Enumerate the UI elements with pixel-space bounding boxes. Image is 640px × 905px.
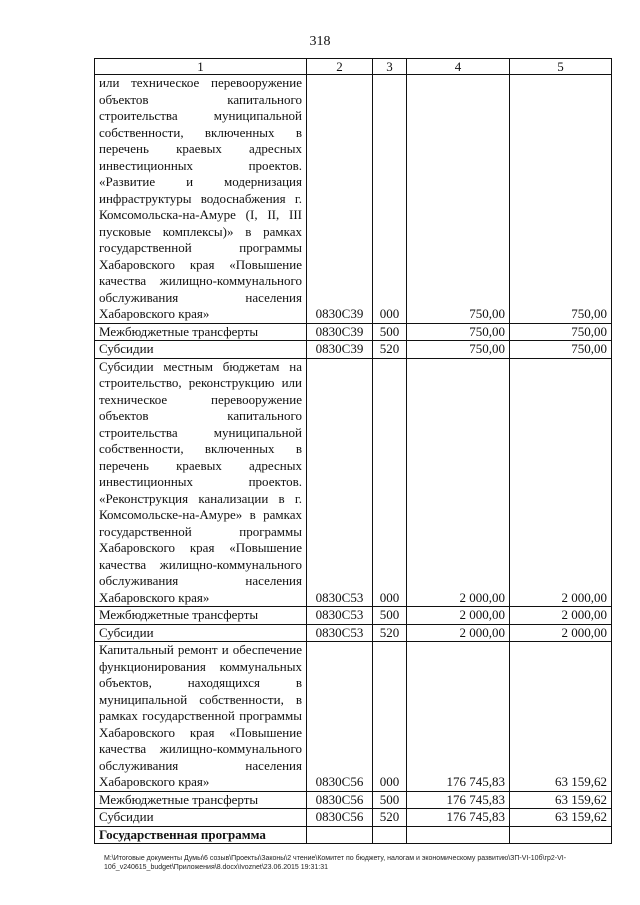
row-amount-col4: 176 745,83 bbox=[407, 809, 510, 827]
row-expense-group: 000 bbox=[373, 642, 407, 792]
footer-file-path: М:\Итоговые документы Думы\6 созыв\Проекты\Законы\2 чтение\Комитет по бюджету, налогам и экономическому развитию\ЗП-VI-10б\гр2-VI-10б_v240615_budget\Приложения\8.docx\Ivoznet\23.06.2015 19:31:31 bbox=[104, 855, 567, 871]
row-amount-col4: 176 745,83 bbox=[407, 791, 510, 809]
row-expense-group bbox=[373, 826, 407, 844]
row-description: или техническое перевооружение объектов капитального строительства муниципальной собственности, включенных в перечень краевых адресных инвестиционных проектов. «Развитие и модернизация инфраструктуры водоснабжения г. Комсомольска-на-Амуре (I, II, III пусковые комплексы)» в рамках государственной программы Хабаровского края «Повышение качества жилищно-коммунального обслуживания населения Хабаровского края» bbox=[95, 75, 307, 324]
row-description: Капитальный ремонт и обеспечение функционирования коммунальных объектов, находящихся в муниципальной собственности, в рамках государственной программы Хабаровского края «Повышение качества жилищно-коммунального обслуживания населения Хабаровского края» bbox=[95, 642, 307, 792]
row-amount-col4: 2 000,00 bbox=[407, 624, 510, 642]
row-amount-col5: 63 159,62 bbox=[510, 791, 612, 809]
row-amount-col5: 2 000,00 bbox=[510, 358, 612, 607]
row-description: Государственная программа bbox=[95, 826, 307, 844]
row-description: Субсидии bbox=[95, 809, 307, 827]
row-amount-col5: 750,00 bbox=[510, 323, 612, 341]
row-amount-col4: 2 000,00 bbox=[407, 358, 510, 607]
row-target-code: 0830С56 bbox=[307, 809, 373, 827]
row-amount-col5: 2 000,00 bbox=[510, 624, 612, 642]
row-expense-group: 000 bbox=[373, 75, 407, 324]
row-amount-col5 bbox=[510, 826, 612, 844]
header-col-3: 3 bbox=[373, 59, 407, 75]
row-target-code: 0830С56 bbox=[307, 791, 373, 809]
header-col-5: 5 bbox=[510, 59, 612, 75]
table-row bbox=[95, 358, 612, 607]
header-col-1: 1 bbox=[95, 59, 307, 75]
row-target-code: 0830С39 bbox=[307, 341, 373, 359]
row-target-code: 0830С53 bbox=[307, 358, 373, 607]
row-target-code: 0830С56 bbox=[307, 642, 373, 792]
row-description: Субсидии местным бюджетам на строительство, реконструкцию или техническое перевооружение объектов капитального строительства муниципальной собственности, включенных в перечень краевых адресных инвестиционных проектов. «Реконструкция канализации в г. Комсомольске-на-Амуре» в рамках государственной программы Хабаровского края «Повышение качества жилищно-коммунального обслуживания населения Хабаровского края» bbox=[95, 358, 307, 607]
table-row bbox=[95, 826, 612, 844]
row-description: Субсидии bbox=[95, 341, 307, 359]
row-target-code: 0830С53 bbox=[307, 624, 373, 642]
row-expense-group: 000 bbox=[373, 358, 407, 607]
header-col-2: 2 bbox=[307, 59, 373, 75]
row-amount-col4: 176 745,83 bbox=[407, 642, 510, 792]
table-row bbox=[95, 642, 612, 792]
row-target-code: 0830С39 bbox=[307, 323, 373, 341]
table-row bbox=[95, 809, 612, 827]
table-header-row bbox=[95, 59, 612, 75]
row-target-code bbox=[307, 826, 373, 844]
row-description: Межбюджетные трансферты bbox=[95, 323, 307, 341]
row-description: Субсидии bbox=[95, 624, 307, 642]
budget-table bbox=[94, 58, 612, 844]
row-amount-col4 bbox=[407, 826, 510, 844]
row-amount-col5: 750,00 bbox=[510, 341, 612, 359]
row-amount-col4: 750,00 bbox=[407, 75, 510, 324]
row-amount-col5: 750,00 bbox=[510, 75, 612, 324]
row-amount-col5: 63 159,62 bbox=[510, 642, 612, 792]
row-expense-group: 520 bbox=[373, 341, 407, 359]
row-amount-col5: 63 159,62 bbox=[510, 809, 612, 827]
row-description: Межбюджетные трансферты bbox=[95, 791, 307, 809]
table-row bbox=[95, 341, 612, 359]
table-row bbox=[95, 75, 612, 324]
header-col-4: 4 bbox=[407, 59, 510, 75]
page-number: 318 bbox=[309, 34, 331, 49]
row-expense-group: 520 bbox=[373, 624, 407, 642]
table-row bbox=[95, 791, 612, 809]
table-body bbox=[95, 75, 612, 844]
table-row bbox=[95, 624, 612, 642]
row-amount-col4: 750,00 bbox=[407, 341, 510, 359]
row-amount-col4: 750,00 bbox=[407, 323, 510, 341]
row-expense-group: 520 bbox=[373, 809, 407, 827]
row-amount-col4: 2 000,00 bbox=[407, 607, 510, 625]
table-row bbox=[95, 607, 612, 625]
row-expense-group: 500 bbox=[373, 607, 407, 625]
row-expense-group: 500 bbox=[373, 323, 407, 341]
row-target-code: 0830С53 bbox=[307, 607, 373, 625]
table-row bbox=[95, 323, 612, 341]
row-amount-col5: 2 000,00 bbox=[510, 607, 612, 625]
row-description: Межбюджетные трансферты bbox=[95, 607, 307, 625]
row-expense-group: 500 bbox=[373, 791, 407, 809]
row-target-code: 0830С39 bbox=[307, 75, 373, 324]
